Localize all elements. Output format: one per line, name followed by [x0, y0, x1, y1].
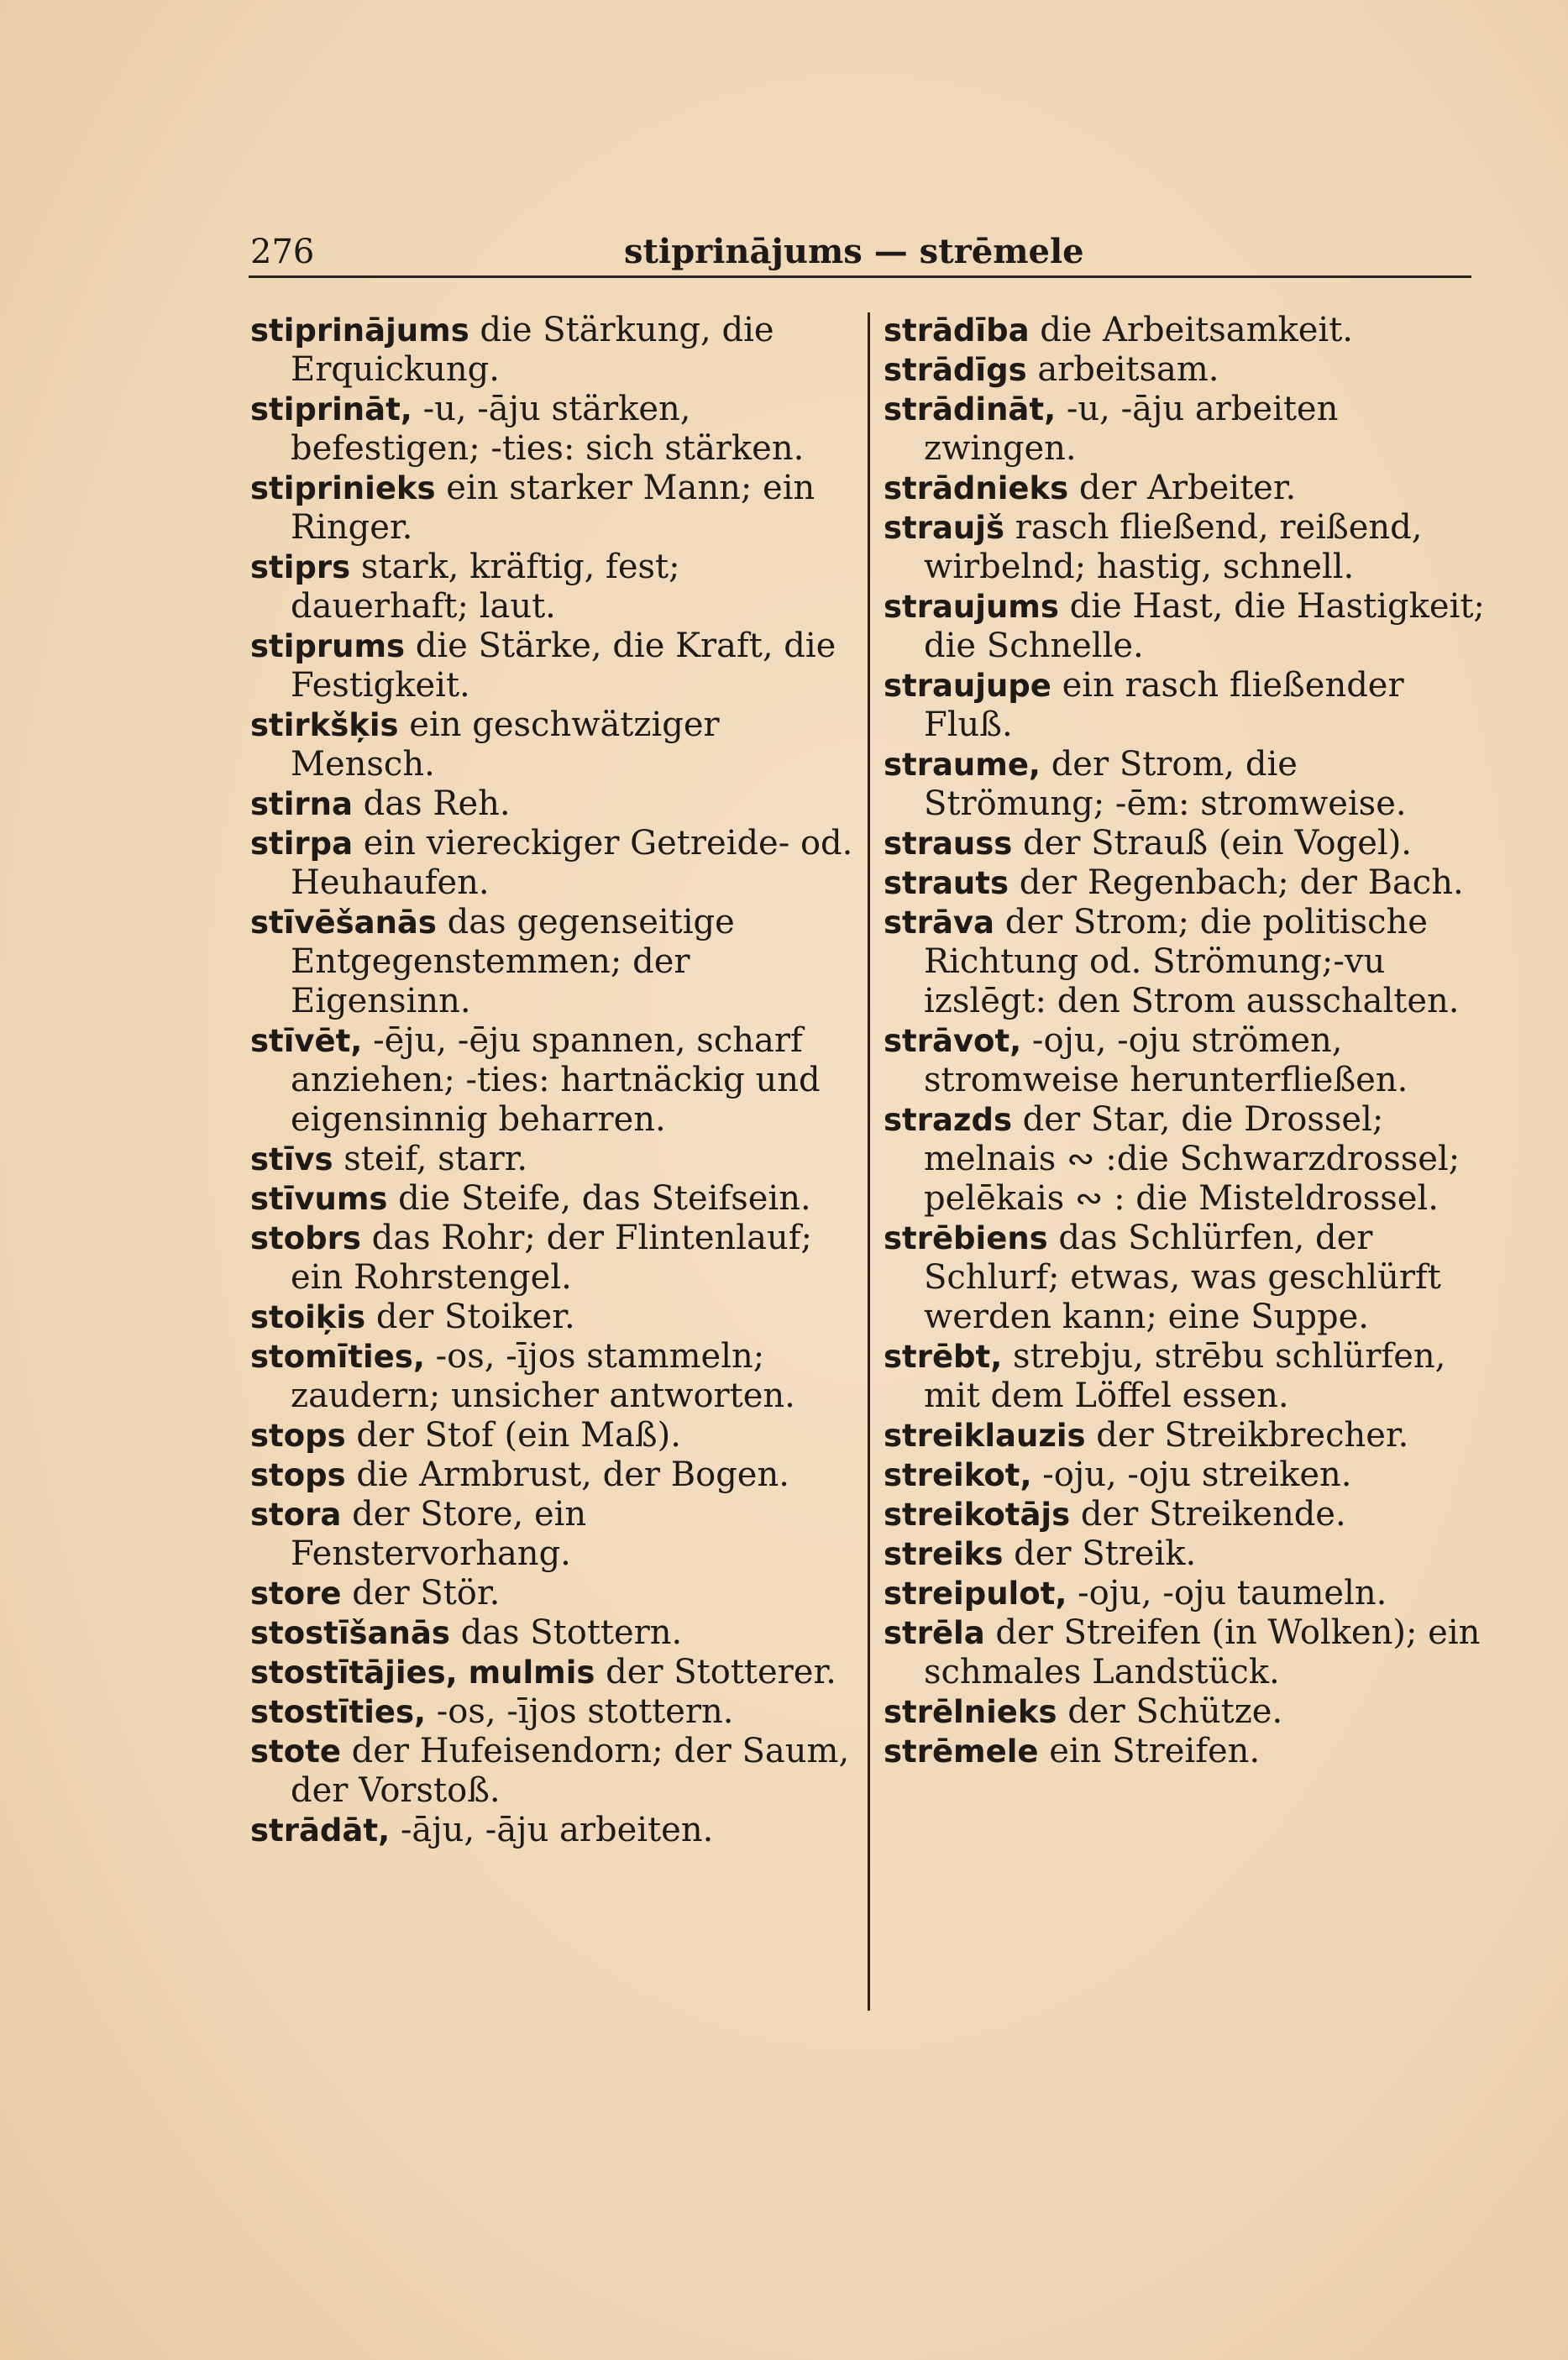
right-column — [884, 311, 1488, 1771]
dictionary-entry — [884, 666, 1488, 745]
entry-headword: strēbiens — [884, 1220, 1048, 1256]
entry-headword: streiks — [884, 1536, 1004, 1572]
entry-headword: stiprināt, — [250, 391, 412, 427]
entry-headword: streipulot, — [884, 1576, 1067, 1612]
entry-definition: die Steife, das Steifsein. — [387, 1179, 811, 1218]
entry-definition: rasch fließend, reißend, wirbelnd; hastig, schnell. — [924, 508, 1423, 586]
entry-headword: stīvēt, — [250, 1023, 363, 1059]
entry-definition: die Arbeitsamkeit. — [1029, 311, 1353, 349]
entry-headword: stirkšķis — [250, 707, 399, 743]
entry-definition: der Star, die Drossel; melnais ∾ :die Schwarzdrossel; pelēkais ∾ : die Misteldrossel. — [924, 1100, 1460, 1218]
entry-definition: -os, -ījos stottern. — [426, 1692, 734, 1731]
entry-headword: stirpa — [250, 826, 354, 862]
dictionary-entry — [884, 508, 1488, 587]
dictionary-entry — [250, 1298, 855, 1337]
dictionary-entry — [250, 1811, 855, 1850]
entry-headword: strēmele — [884, 1733, 1039, 1770]
column-divider — [868, 312, 870, 2011]
entry-definition: der Hufeisendorn; der Saum, der Vorstoß. — [291, 1732, 850, 1810]
entry-headword: strēlnieks — [884, 1694, 1057, 1730]
entry-headword: strazds — [884, 1102, 1012, 1138]
entry-definition: der Strom; die politische Richtung od. Strömung;-vu izslēgt: den Strom ausschalten. — [924, 903, 1460, 1020]
dictionary-entry — [884, 1692, 1488, 1732]
running-header — [250, 232, 1471, 272]
entry-headword: stops — [250, 1457, 346, 1493]
entry-definition: die Stärke, die Kraft, die Festigkeit. — [291, 627, 836, 705]
dictionary-entry — [250, 705, 855, 784]
entry-definition: die Hast, die Hastigkeit; die Schnelle. — [924, 587, 1485, 665]
dictionary-entry — [250, 1574, 855, 1613]
dictionary-entry — [884, 903, 1488, 1021]
entry-headword: strēla — [884, 1615, 985, 1651]
dictionary-entry — [250, 1416, 855, 1455]
entry-definition: ein Streifen. — [1038, 1732, 1261, 1770]
entry-headword: straujš — [884, 510, 1004, 546]
entry-definition: der Arbeiter. — [1068, 469, 1297, 507]
dictionary-entry — [250, 1653, 855, 1692]
entry-headword: stoiķis — [250, 1299, 366, 1335]
dictionary-entry — [884, 1100, 1488, 1219]
dictionary-entry — [250, 548, 855, 627]
entry-headword: streikot, — [884, 1457, 1032, 1493]
dictionary-entry — [250, 1455, 855, 1495]
dictionary-entry — [884, 1219, 1488, 1337]
dictionary-entry — [884, 311, 1488, 350]
entry-definition: -oju, -oju strömen, stromweise herunterfließen. — [924, 1021, 1408, 1099]
entry-headword: store — [250, 1576, 342, 1612]
entry-definition: der Strom, die Strömung; -ēm: stromweise. — [924, 745, 1407, 823]
entry-headword: strēbt, — [884, 1339, 1003, 1375]
dictionary-entry — [884, 1574, 1488, 1613]
entry-definition: die Armbrust, der Bogen. — [345, 1455, 789, 1494]
entry-headword: strādīgs — [884, 352, 1027, 388]
entry-headword: strādnieks — [884, 470, 1069, 506]
entry-headword: stiprinājums — [250, 312, 469, 349]
entry-headword: stote — [250, 1733, 341, 1770]
dictionary-entry — [884, 824, 1488, 863]
entry-definition: der Stör. — [341, 1574, 501, 1613]
entry-headword: strauss — [884, 826, 1013, 862]
entry-definition: der Store, ein Fenstervorhang. — [291, 1495, 587, 1573]
dictionary-entry — [884, 587, 1488, 666]
dictionary-entry — [250, 784, 855, 824]
entry-definition: der Stotterer. — [595, 1653, 836, 1691]
entry-headword: stīvs — [250, 1141, 333, 1177]
dictionary-entry — [250, 1732, 855, 1811]
entry-headword: stiprs — [250, 549, 351, 585]
entry-headword: strauts — [884, 865, 1009, 901]
entry-definition: der Regenbach; der Bach. — [1008, 863, 1464, 902]
entry-definition: der Streik. — [1003, 1534, 1197, 1573]
entry-definition: -os, -ījos stammeln; zaudern; unsicher antworten. — [291, 1337, 795, 1415]
entry-headword: streikotājs — [884, 1497, 1071, 1533]
dictionary-entry — [884, 745, 1488, 824]
entry-definition: das Rohr; der Flintenlauf; ein Rohrstengel. — [291, 1219, 812, 1297]
left-column — [250, 311, 855, 1850]
dictionary-entry — [884, 1416, 1488, 1455]
dictionary-entry — [250, 1021, 855, 1140]
dictionary-entry — [250, 1692, 855, 1732]
entry-definition: -āju, -āju arbeiten. — [390, 1811, 714, 1849]
dictionary-entry — [250, 1613, 855, 1653]
page-number: 276 — [250, 233, 315, 271]
entry-definition: -u, -āju arbeiten zwingen. — [924, 390, 1339, 468]
entry-headword: stostīties, — [250, 1694, 427, 1730]
entry-headword: strādība — [884, 312, 1030, 349]
dictionary-entry — [250, 627, 855, 705]
dictionary-entry — [884, 1732, 1488, 1771]
entry-headword: stīvums — [250, 1181, 388, 1217]
dictionary-entry — [250, 1140, 855, 1179]
entry-headword: stiprinieks — [250, 470, 436, 506]
entry-headword: straujupe — [884, 668, 1051, 704]
dictionary-entry — [250, 824, 855, 903]
dictionary-entry — [884, 1613, 1488, 1692]
entry-definition: das Reh. — [352, 784, 511, 823]
entry-headword: stīvēšanās — [250, 905, 437, 941]
entry-definition: ein viereckiger Getreide- od. Heuhaufen. — [291, 824, 853, 902]
page-range-title: stiprinājums — strēmele — [624, 232, 1084, 271]
dictionary-entry — [884, 1495, 1488, 1534]
entry-definition: der Streikbrecher. — [1085, 1416, 1409, 1455]
entry-definition: ein geschwätziger Mensch. — [291, 705, 720, 784]
entry-headword: stirna — [250, 786, 353, 822]
entry-definition: arbeitsam. — [1026, 350, 1219, 389]
entry-headword: stiprums — [250, 628, 406, 664]
entry-definition: -ēju, -ēju spannen, scharf anziehen; -ties: hartnäckig und eigensinnig beharren. — [291, 1021, 821, 1139]
entry-definition: -oju, -oju taumeln. — [1067, 1574, 1387, 1613]
dictionary-entry — [884, 863, 1488, 903]
dictionary-entry — [884, 1021, 1488, 1100]
dictionary-entry — [250, 1219, 855, 1298]
dictionary-entry — [884, 1337, 1488, 1416]
dictionary-entry — [250, 1495, 855, 1574]
entry-definition: die Stärkung, die Erquickung. — [291, 311, 774, 389]
dictionary-entry — [884, 469, 1488, 508]
entry-definition: -oju, -oju streiken. — [1031, 1455, 1352, 1494]
dictionary-entry — [884, 390, 1488, 469]
entry-headword: streiklauzis — [884, 1418, 1086, 1454]
dictionary-entry — [250, 390, 855, 469]
entry-definition: das gegenseitige Entgegenstemmen; der Eigensinn. — [291, 903, 735, 1020]
dictionary-entry — [884, 350, 1488, 390]
dictionary-entry — [250, 469, 855, 548]
entry-headword: stora — [250, 1497, 342, 1533]
entry-definition: steif, starr. — [333, 1140, 528, 1178]
header-rule — [249, 275, 1471, 278]
entry-definition: stark, kräftig, fest; dauerhaft; laut. — [291, 548, 680, 626]
entry-definition: der Strauß (ein Vogel). — [1012, 824, 1413, 863]
entry-headword: strāva — [884, 905, 995, 941]
entry-headword: stostīšanās — [250, 1615, 450, 1651]
entry-headword: stomīties, — [250, 1339, 425, 1375]
entry-headword: strāvot, — [884, 1023, 1022, 1059]
entry-definition: der Streifen (in Wolken); ein schmales Landstück. — [924, 1613, 1481, 1691]
entry-definition: ein starker Mann; ein Ringer. — [291, 469, 815, 547]
dictionary-entry — [884, 1534, 1488, 1574]
dictionary-entry — [884, 1455, 1488, 1495]
entry-definition: der Schütze. — [1057, 1692, 1283, 1731]
entry-headword: straume, — [884, 747, 1041, 783]
entry-headword: straujums — [884, 589, 1059, 625]
entry-headword: stops — [250, 1418, 346, 1454]
dictionary-entry — [250, 311, 855, 390]
entry-definition: der Streikende. — [1070, 1495, 1346, 1534]
dictionary-entry — [250, 1337, 855, 1416]
entry-definition: das Stottern. — [449, 1613, 683, 1652]
entry-definition: ein rasch fließender Fluß. — [924, 666, 1404, 744]
dictionary-entry — [250, 903, 855, 1021]
dictionary-entry — [250, 1179, 855, 1219]
entry-definition: strebju, strēbu schlürfen, mit dem Löffel essen. — [924, 1337, 1446, 1415]
entry-headword: strādināt, — [884, 391, 1057, 427]
entry-definition: der Stof (ein Maß). — [345, 1416, 681, 1455]
entry-definition: -u, -āju stärken, befestigen; -ties: sich stärken. — [291, 390, 805, 468]
entry-headword: strādāt, — [250, 1812, 391, 1849]
entry-headword: stobrs — [250, 1220, 361, 1256]
entry-definition: das Schlürfen, der Schlurf; etwas, was geschlürft werden kann; eine Suppe. — [924, 1219, 1441, 1336]
entry-headword: stostītājies, mulmis — [250, 1655, 595, 1691]
entry-definition: der Stoiker. — [365, 1298, 575, 1336]
